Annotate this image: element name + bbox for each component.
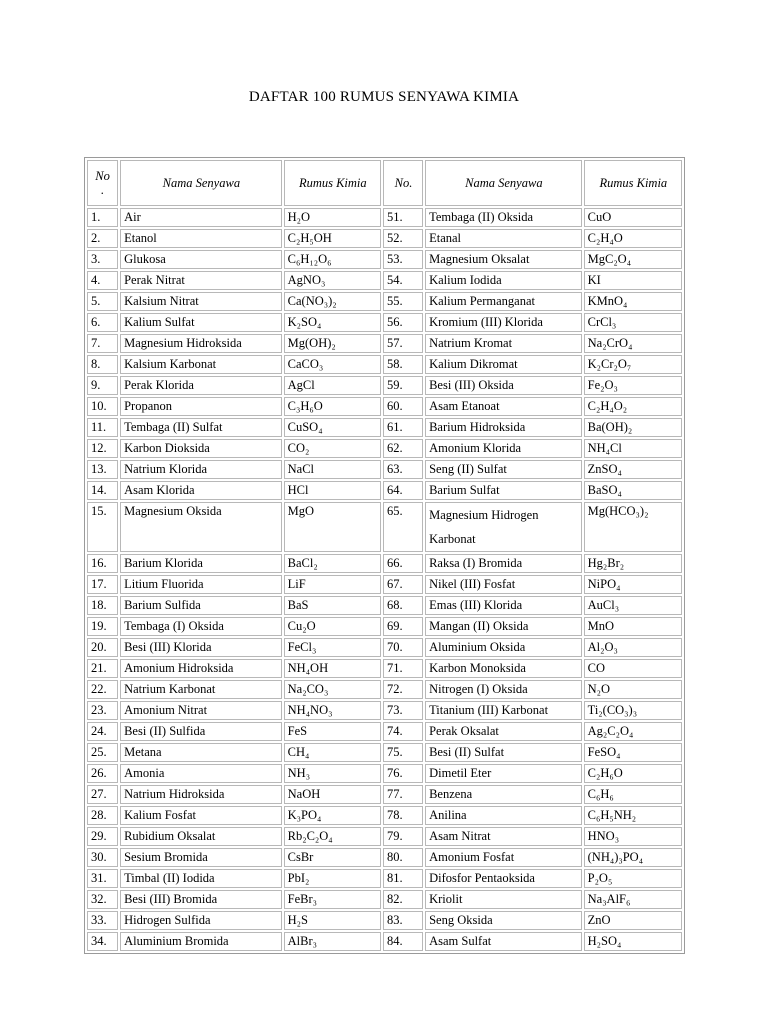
table-row (87, 722, 682, 741)
cell-formula-right: Ti₂(CO₃)₃ (584, 701, 682, 720)
cell-name-left: Besi (III) Klorida (120, 638, 282, 657)
cell-formula-left: AgCl (284, 376, 381, 395)
cell-formula-right: AuCl₃ (584, 596, 682, 615)
cell-name-right: Etanal (425, 229, 582, 248)
cell-no-left: 21. (87, 659, 118, 678)
header-name-left: Nama Senyawa (120, 160, 282, 206)
cell-no-right: 83. (383, 911, 423, 930)
cell-formula-right: HNO₃ (584, 827, 682, 846)
header-no-right: No. (383, 160, 423, 206)
table-row (87, 701, 682, 720)
cell-formula-right: Ba(OH)₂ (584, 418, 682, 437)
cell-name-left: Karbon Dioksida (120, 439, 282, 458)
header-formula-left: Rumus Kimia (284, 160, 381, 206)
cell-name-right: Asam Sulfat (425, 932, 582, 951)
cell-name-right: Kalium Iodida (425, 271, 582, 290)
cell-no-right: 54. (383, 271, 423, 290)
cell-name-left: Barium Klorida (120, 554, 282, 573)
cell-no-right: 75. (383, 743, 423, 762)
cell-no-left: 23. (87, 701, 118, 720)
table-row (87, 806, 682, 825)
cell-no-right: 64. (383, 481, 423, 500)
cell-name-right: Difosfor Pentaoksida (425, 869, 582, 888)
cell-formula-left: Na₂CO₃ (284, 680, 381, 699)
cell-formula-left: FeS (284, 722, 381, 741)
cell-name-right: Seng (II) Sulfat (425, 460, 582, 479)
table-row (87, 848, 682, 867)
cell-formula-left: CaCO₃ (284, 355, 381, 374)
cell-name-right: Perak Oksalat (425, 722, 582, 741)
cell-formula-left: Rb₂C₂O₄ (284, 827, 381, 846)
cell-no-right: 63. (383, 460, 423, 479)
cell-name-left: Tembaga (II) Sulfat (120, 418, 282, 437)
cell-formula-right: C₆H₅NH₂ (584, 806, 682, 825)
cell-formula-right: ZnO (584, 911, 682, 930)
cell-no-left: 8. (87, 355, 118, 374)
cell-no-left: 1. (87, 208, 118, 227)
cell-name-left: Barium Sulfida (120, 596, 282, 615)
compound-table-wrapper (84, 157, 685, 954)
cell-no-right: 69. (383, 617, 423, 636)
table-row (87, 659, 682, 678)
cell-formula-right: BaSO₄ (584, 481, 682, 500)
cell-name-right: Amonium Klorida (425, 439, 582, 458)
cell-name-right: Barium Hidroksida (425, 418, 582, 437)
table-header-row (87, 160, 682, 206)
cell-no-right: 78. (383, 806, 423, 825)
cell-formula-left: BaCl₂ (284, 554, 381, 573)
cell-formula-right: Al₂O₃ (584, 638, 682, 657)
cell-no-left: 10. (87, 397, 118, 416)
cell-no-left: 25. (87, 743, 118, 762)
cell-formula-left: CH₄ (284, 743, 381, 762)
cell-no-right: 53. (383, 250, 423, 269)
cell-no-left: 32. (87, 890, 118, 909)
cell-name-left: Metana (120, 743, 282, 762)
cell-no-right: 71. (383, 659, 423, 678)
cell-formula-left: HCl (284, 481, 381, 500)
cell-no-right: 55. (383, 292, 423, 311)
cell-formula-left: CO₂ (284, 439, 381, 458)
cell-no-right: 60. (383, 397, 423, 416)
cell-formula-right: Ag₂C₂O₄ (584, 722, 682, 741)
table-row (87, 439, 682, 458)
cell-formula-right: ZnSO₄ (584, 460, 682, 479)
cell-name-right: Nitrogen (I) Oksida (425, 680, 582, 699)
cell-name-right: Benzena (425, 785, 582, 804)
cell-no-right: 52. (383, 229, 423, 248)
cell-no-right: 84. (383, 932, 423, 951)
cell-name-right: Titanium (III) Karbonat (425, 701, 582, 720)
cell-name-right: Anilina (425, 806, 582, 825)
cell-no-left: 19. (87, 617, 118, 636)
cell-formula-right: C₂H₆O (584, 764, 682, 783)
cell-name-left: Amonium Nitrat (120, 701, 282, 720)
table-row (87, 785, 682, 804)
cell-formula-left: NaOH (284, 785, 381, 804)
cell-name-left: Asam Klorida (120, 481, 282, 500)
cell-formula-left: NH₄NO₃ (284, 701, 381, 720)
table-row (87, 827, 682, 846)
cell-no-left: 2. (87, 229, 118, 248)
table-row (87, 911, 682, 930)
table-row (87, 334, 682, 353)
cell-formula-left: CsBr (284, 848, 381, 867)
cell-no-left: 14. (87, 481, 118, 500)
cell-formula-left: CuSO₄ (284, 418, 381, 437)
cell-formula-left: H₂O (284, 208, 381, 227)
cell-name-left: Timbal (II) Iodida (120, 869, 282, 888)
cell-name-right: Kromium (III) Klorida (425, 313, 582, 332)
cell-formula-left: K₂SO₄ (284, 313, 381, 332)
cell-no-right: 51. (383, 208, 423, 227)
table-row (87, 890, 682, 909)
cell-name-right: Aluminium Oksida (425, 638, 582, 657)
cell-formula-left: C₃H₆O (284, 397, 381, 416)
cell-no-left: 3. (87, 250, 118, 269)
cell-name-left: Glukosa (120, 250, 282, 269)
cell-no-right: 80. (383, 848, 423, 867)
cell-name-right: Magnesium Hidrogen Karbonat (425, 502, 582, 552)
table-row (87, 229, 682, 248)
table-row (87, 481, 682, 500)
cell-name-left: Natrium Klorida (120, 460, 282, 479)
cell-no-right: 62. (383, 439, 423, 458)
cell-formula-right: Fe₂O₃ (584, 376, 682, 395)
cell-name-left: Amonium Hidroksida (120, 659, 282, 678)
cell-formula-right: P₂O₅ (584, 869, 682, 888)
cell-formula-left: PbI₂ (284, 869, 381, 888)
table-row (87, 596, 682, 615)
cell-name-left: Besi (II) Sulfida (120, 722, 282, 741)
cell-no-left: 31. (87, 869, 118, 888)
cell-no-right: 81. (383, 869, 423, 888)
cell-name-left: Air (120, 208, 282, 227)
cell-formula-left: C₂H₅OH (284, 229, 381, 248)
cell-name-left: Natrium Karbonat (120, 680, 282, 699)
cell-formula-right: MnO (584, 617, 682, 636)
cell-formula-right: C₆H₆ (584, 785, 682, 804)
cell-no-right: 67. (383, 575, 423, 594)
cell-formula-left: NaCl (284, 460, 381, 479)
cell-name-left: Kalium Fosfat (120, 806, 282, 825)
table-row (87, 460, 682, 479)
cell-name-left: Kalsium Nitrat (120, 292, 282, 311)
table-row (87, 869, 682, 888)
table-row (87, 575, 682, 594)
cell-formula-left: MgO (284, 502, 381, 552)
cell-name-right: Barium Sulfat (425, 481, 582, 500)
cell-no-left: 7. (87, 334, 118, 353)
table-row (87, 208, 682, 227)
cell-no-right: 56. (383, 313, 423, 332)
cell-no-left: 20. (87, 638, 118, 657)
cell-formula-left: Cu₂O (284, 617, 381, 636)
cell-formula-right: NH₄Cl (584, 439, 682, 458)
cell-formula-right: Hg₂Br₂ (584, 554, 682, 573)
table-row (87, 932, 682, 951)
cell-no-right: 72. (383, 680, 423, 699)
cell-formula-left: NH₄OH (284, 659, 381, 678)
cell-no-left: 33. (87, 911, 118, 930)
cell-name-left: Propanon (120, 397, 282, 416)
cell-formula-right: CrCl₃ (584, 313, 682, 332)
cell-formula-left: AlBr₃ (284, 932, 381, 951)
cell-formula-right: Na₂CrO₄ (584, 334, 682, 353)
table-row (87, 376, 682, 395)
cell-name-left: Aluminium Bromida (120, 932, 282, 951)
cell-no-left: 30. (87, 848, 118, 867)
cell-no-left: 28. (87, 806, 118, 825)
cell-no-left: 4. (87, 271, 118, 290)
cell-no-left: 27. (87, 785, 118, 804)
cell-formula-left: FeCl₃ (284, 638, 381, 657)
cell-name-right: Natrium Kromat (425, 334, 582, 353)
cell-name-right: Raksa (I) Bromida (425, 554, 582, 573)
table-row (87, 554, 682, 573)
cell-name-right: Kalium Dikromat (425, 355, 582, 374)
cell-no-right: 76. (383, 764, 423, 783)
cell-no-left: 26. (87, 764, 118, 783)
cell-name-left: Besi (III) Bromida (120, 890, 282, 909)
cell-no-left: 6. (87, 313, 118, 332)
cell-no-right: 58. (383, 355, 423, 374)
cell-name-left: Hidrogen Sulfida (120, 911, 282, 930)
cell-formula-right: C₂H₄O (584, 229, 682, 248)
cell-no-right: 74. (383, 722, 423, 741)
cell-name-right: Karbon Monoksida (425, 659, 582, 678)
table-row (87, 617, 682, 636)
compound-table (84, 157, 685, 954)
table-row (87, 313, 682, 332)
cell-no-left: 5. (87, 292, 118, 311)
cell-no-left: 29. (87, 827, 118, 846)
cell-name-right: Kriolit (425, 890, 582, 909)
cell-name-left: Tembaga (I) Oksida (120, 617, 282, 636)
cell-name-left: Etanol (120, 229, 282, 248)
cell-no-left: 16. (87, 554, 118, 573)
cell-name-left: Sesium Bromida (120, 848, 282, 867)
cell-formula-right: CuO (584, 208, 682, 227)
cell-name-left: Kalsium Karbonat (120, 355, 282, 374)
cell-formula-right: KI (584, 271, 682, 290)
table-row (87, 743, 682, 762)
cell-name-right: Magnesium Oksalat (425, 250, 582, 269)
cell-formula-left: K₃PO₄ (284, 806, 381, 825)
cell-formula-right: Na₃AlF₆ (584, 890, 682, 909)
document-title: DAFTAR 100 RUMUS SENYAWA KIMIA (248, 89, 520, 105)
cell-no-left: 13. (87, 460, 118, 479)
cell-no-right: 65. (383, 502, 423, 552)
table-row (87, 680, 682, 699)
cell-no-left: 12. (87, 439, 118, 458)
cell-name-right: Besi (III) Oksida (425, 376, 582, 395)
table-row (87, 292, 682, 311)
header-name-right: Nama Senyawa (425, 160, 582, 206)
cell-name-right: Emas (III) Klorida (425, 596, 582, 615)
cell-no-right: 68. (383, 596, 423, 615)
cell-no-right: 77. (383, 785, 423, 804)
cell-name-right: Besi (II) Sulfat (425, 743, 582, 762)
cell-no-left: 34. (87, 932, 118, 951)
cell-formula-left: NH₃ (284, 764, 381, 783)
cell-no-right: 82. (383, 890, 423, 909)
cell-name-right: Seng Oksida (425, 911, 582, 930)
table-body (87, 208, 682, 951)
table-row (87, 764, 682, 783)
cell-no-left: 17. (87, 575, 118, 594)
cell-formula-right: Mg(HCO₃)₂ (584, 502, 682, 552)
cell-name-right: Dimetil Eter (425, 764, 582, 783)
cell-formula-right: N₂O (584, 680, 682, 699)
cell-formula-right: K₂Cr₂O₇ (584, 355, 682, 374)
cell-formula-left: C₆H₁₂O₆ (284, 250, 381, 269)
cell-no-right: 70. (383, 638, 423, 657)
cell-formula-right: KMnO₄ (584, 292, 682, 311)
cell-formula-left: H₂S (284, 911, 381, 930)
header-formula-right: Rumus Kimia (584, 160, 682, 206)
cell-no-left: 22. (87, 680, 118, 699)
cell-name-left: Amonia (120, 764, 282, 783)
cell-name-right: Asam Nitrat (425, 827, 582, 846)
cell-no-right: 57. (383, 334, 423, 353)
cell-formula-left: BaS (284, 596, 381, 615)
cell-no-left: 11. (87, 418, 118, 437)
cell-name-left: Natrium Hidroksida (120, 785, 282, 804)
cell-formula-right: CO (584, 659, 682, 678)
cell-name-right: Asam Etanoat (425, 397, 582, 416)
cell-name-right: Nikel (III) Fosfat (425, 575, 582, 594)
cell-formula-left: AgNO₃ (284, 271, 381, 290)
cell-name-left: Litium Fluorida (120, 575, 282, 594)
cell-name-left: Perak Klorida (120, 376, 282, 395)
cell-name-left: Rubidium Oksalat (120, 827, 282, 846)
cell-name-left: Magnesium Hidroksida (120, 334, 282, 353)
cell-no-right: 66. (383, 554, 423, 573)
header-no-left: No . (87, 160, 118, 206)
cell-name-left: Perak Nitrat (120, 271, 282, 290)
cell-name-right: Amonium Fosfat (425, 848, 582, 867)
cell-no-left: 15. (87, 502, 118, 552)
cell-no-left: 9. (87, 376, 118, 395)
cell-formula-right: H₂SO₄ (584, 932, 682, 951)
cell-no-right: 79. (383, 827, 423, 846)
cell-no-left: 24. (87, 722, 118, 741)
cell-name-right: Mangan (II) Oksida (425, 617, 582, 636)
cell-formula-left: Mg(OH)₂ (284, 334, 381, 353)
cell-formula-left: Ca(NO₃)₂ (284, 292, 381, 311)
cell-name-right: Tembaga (II) Oksida (425, 208, 582, 227)
table-row (87, 250, 682, 269)
cell-no-right: 61. (383, 418, 423, 437)
cell-formula-right: C₂H₄O₂ (584, 397, 682, 416)
cell-name-left: Kalium Sulfat (120, 313, 282, 332)
table-row (87, 502, 682, 552)
cell-formula-left: FeBr₃ (284, 890, 381, 909)
table-row (87, 271, 682, 290)
cell-formula-left: LiF (284, 575, 381, 594)
table-row (87, 355, 682, 374)
table-row (87, 418, 682, 437)
cell-name-right: Kalium Permanganat (425, 292, 582, 311)
cell-no-right: 73. (383, 701, 423, 720)
cell-formula-right: MgC₂O₄ (584, 250, 682, 269)
cell-formula-right: FeSO₄ (584, 743, 682, 762)
table-row (87, 397, 682, 416)
cell-formula-right: (NH₄)₃PO₄ (584, 848, 682, 867)
cell-formula-right: NiPO₄ (584, 575, 682, 594)
table-row (87, 638, 682, 657)
cell-no-right: 59. (383, 376, 423, 395)
cell-no-left: 18. (87, 596, 118, 615)
cell-name-left: Magnesium Oksida (120, 502, 282, 552)
